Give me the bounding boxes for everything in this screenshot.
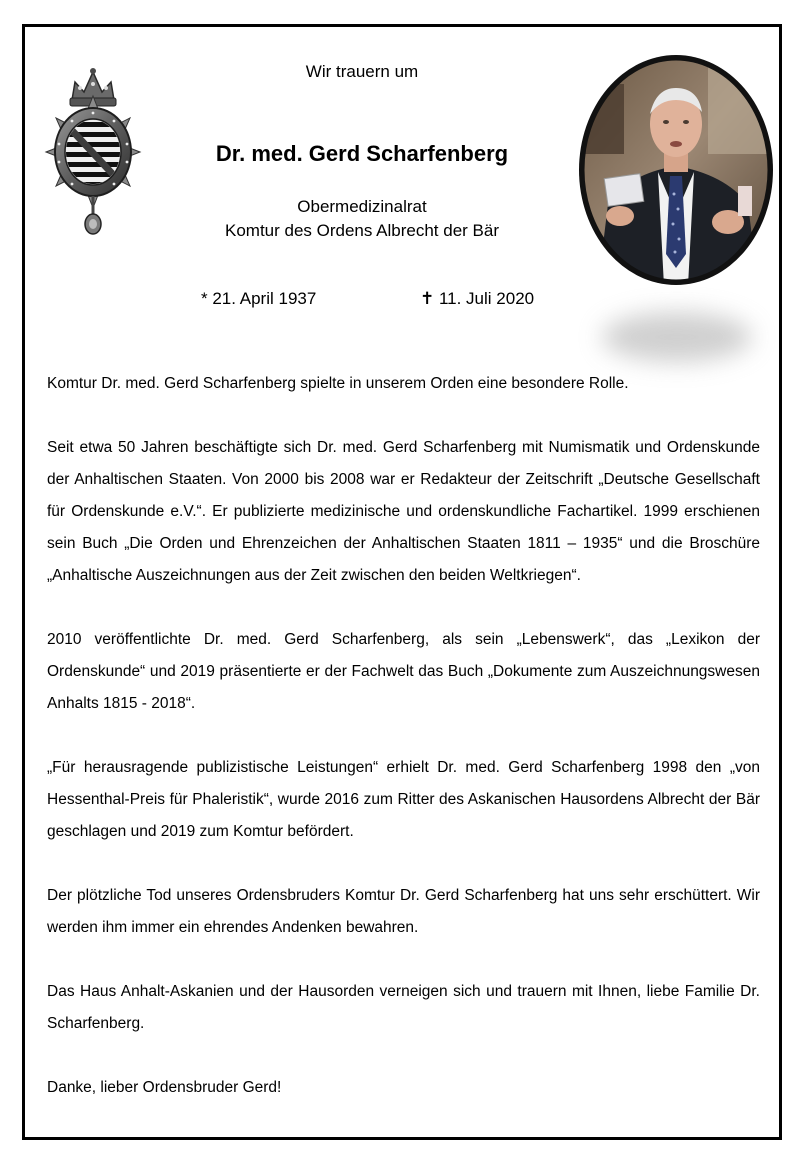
paragraph-closing: Danke, lieber Ordensbruder Gerd! bbox=[47, 1079, 282, 1096]
paragraph-career: Seit etwa 50 Jahren beschäftigte sich Dr. med. Gerd Scharfenberg mit Numismatik und Ordenskunde der Anhaltischen Staaten. Von 2000 bis 2008 war er Redakteur der Zeitschrift „Deutsche Gesellschaft für Ordenskunde e.V.“. Er publizierte medizinische und ordenskundliche Fachartikel. 1999 erschienen sein Buch „Die Orden und Ehrenzeichen der Anhaltischen Staaten 1811 – 1935“ und die Broschüre „Anhaltische Auszeichnungen aus der Zeit zwischen den beiden Weltkriegen“. bbox=[47, 439, 760, 584]
intro-text: Wir trauern um bbox=[305, 62, 419, 81]
portrait-photo-icon bbox=[578, 54, 774, 286]
portrait-shadow bbox=[602, 312, 752, 362]
title-line-2: Komtur des Ordens Albrecht der Bär bbox=[224, 221, 500, 240]
death-date: ✝ 11. Juli 2020 bbox=[420, 289, 535, 308]
coat-of-arms-icon bbox=[42, 66, 144, 238]
obituary-body bbox=[47, 368, 760, 1136]
paragraph-lifework: 2010 veröffentlichte Dr. med. Gerd Scharfenberg, als sein „Lebenswerk“, das „Lexikon der Ordenskunde“ und 2019 präsentierte er der Fachwelt das Buch „Dokumente zum Auszeichnungswesen Anhalts 1815 - 2018“. bbox=[47, 631, 760, 712]
paragraph-house: Das Haus Anhalt-Askanien und der Hausorden verneigen sich und trauern mit Ihnen, liebe Familie Dr. Scharfenberg. bbox=[47, 983, 760, 1032]
deceased-name: Dr. med. Gerd Scharfenberg bbox=[215, 141, 509, 166]
paragraph-intro: Komtur Dr. med. Gerd Scharfenberg spielte in unserem Orden eine besondere Rolle. bbox=[47, 375, 629, 392]
title-line-1: Obermedizinalrat bbox=[297, 197, 427, 216]
paragraph-condolence: Der plötzliche Tod unseres Ordensbruders Komtur Dr. Gerd Scharfenberg hat uns sehr erschüttert. Wir werden ihm immer ein ehrendes Andenken bewahren. bbox=[47, 887, 760, 936]
birth-date: * 21. April 1937 bbox=[201, 289, 317, 308]
paragraph-honors: „Für herausragende publizistische Leistungen“ erhielt Dr. med. Gerd Scharfenberg 1998 den „von Hessenthal-Preis für Phaleristik“, wurde 2016 zum Ritter des Askanischen Hausordens Albrecht der Bär geschlagen und 2019 zum Komtur befördert. bbox=[47, 759, 760, 840]
